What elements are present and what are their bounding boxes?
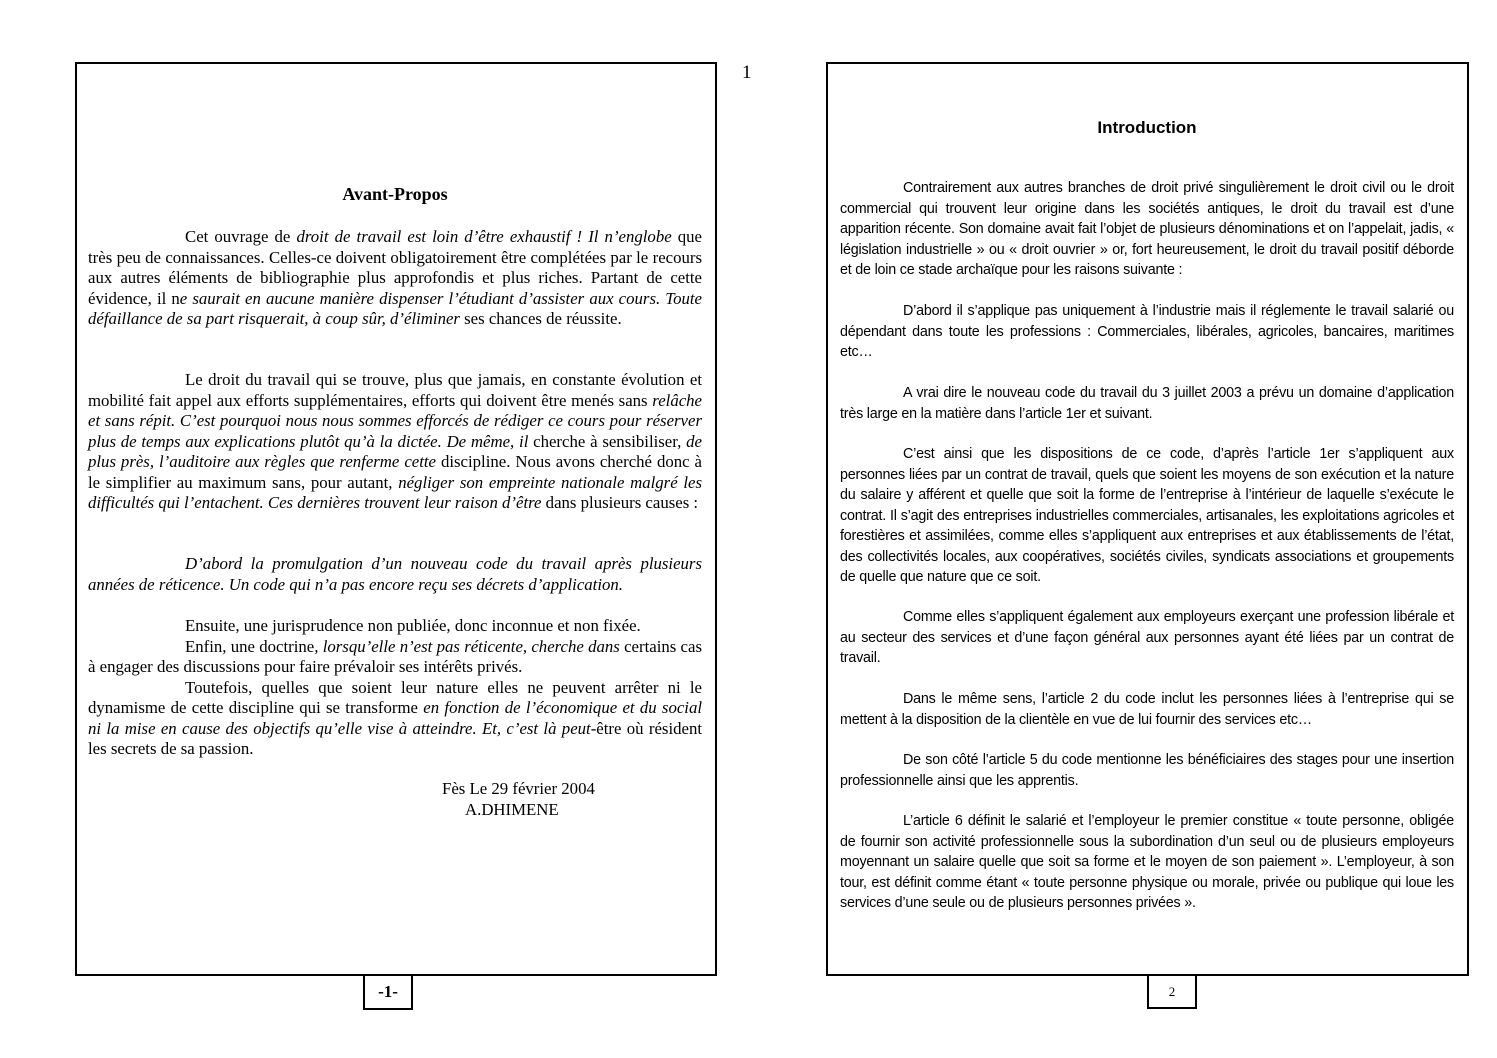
left-p3: D’abord la promulgation d’un nouveau code du travail après plusieurs années de réticence. Un code qui n’a pas encore reçu ses décrets d’application.	[88, 554, 702, 594]
left-p1-d: e saurait en aucune manière dispenser l’étudiant d’assister aux cours. Toute défaillance de sa part risquerait, à coup sûr, d’éliminer	[88, 288, 702, 328]
left-p2-d: de plus près, l’auditoire aux règles que renferme cette	[88, 431, 702, 471]
right-p7: De son côté l’article 5 du code mentionne les bénéficiaires des stages pour une insertion professionnelle ainsi que les apprentis.	[840, 752, 1454, 789]
left-p2-a: Le droit du travail qui se trouve, plus que jamais, en constante évolution et mobilité fait appel aux efforts supplémentaires, efforts qui doivent être menés sans	[88, 370, 702, 410]
left-p2-b: relâche et sans répit. C’est pourquoi nous nous sommes efforcés de rédiger ce cours pour réserver plus de temps aux explications plutôt qu’à la dictée. De même, il	[88, 390, 702, 451]
right-p3: A vrai dire le nouveau code du travail du 3 juillet 2003 a prévu un domaine d’application très large en la matière dans l’article 1er et suivant.	[840, 385, 1454, 422]
right-page-footer: 2	[1147, 975, 1197, 1009]
right-p4: C’est ainsi que les dispositions de ce code, d’après l’article 1er s’appliquent aux personnes liées par un contrat de travail, quels que soient les moyens de son exécution et la nature du salaire y afférent et quelle que soit la forme de l’entreprise à l’intérieur de laquelle s’exécute le contrat. Il s’agit des entreprises industrielles commerciales, artisanales, les exploitations agricoles et forestières et assimilées, comme elles s’appliquent aux entreprises et aux établissements de l’état, des collectivités locales, aux coopératives, sociétés civiles, syndicats associations et groupements de quelle que nature que ce soit.	[840, 446, 1454, 585]
left-p6-b: en fonction de l’économique et du social ni la mise en cause des objectifs qu’elle vise à atteindre. Et, c’est là peut	[88, 698, 703, 738]
right-p1: Contrairement aux autres branches de droit privé singulièrement le droit civil ou le droit commercial qui trouvent leur origine dans les sociétés antiques, le droit du travail est d’une apparition récente. Son domaine avait fait l’objet de plusieurs dénominations et on l’appelait, jadis, « législation industrielle » ou « droit ouvrier » or, fort heureusement, le droit du travail positif déborde et de loin ce stade archaïque pour les raisons suivante :	[840, 180, 1454, 278]
left-p6-a: Toutefois, quelles que soient leur nature elles ne peuvent arrêter ni le dynamisme de cette discipline qui se transforme	[88, 677, 702, 717]
left-p2-g: dans plusieurs causes :	[541, 493, 699, 512]
right-paragraph-1	[840, 178, 1454, 281]
left-p6-c: -être où résident les secrets de sa passion.	[88, 718, 702, 758]
right-p2: D’abord il s’applique pas uniquement à l’industrie mais il réglemente le travail salarié ou dépendant dans toute les professions : Commerciales, libérales, agricoles, bancaires, maritimes etc…	[840, 303, 1454, 360]
left-p2-e: discipline. Nous avons cherché donc à le simplifier au maximum sans, pour autant,	[88, 452, 702, 492]
right-paragraph-2	[840, 301, 1454, 363]
left-paragraph-2	[88, 370, 702, 514]
sheet-number: 1	[742, 62, 752, 83]
right-paragraph-7	[840, 750, 1454, 791]
right-page-title: Introduction	[1097, 118, 1197, 137]
left-p1-c: que très peu de connaissances. Celles-ce doivent obligatoirement être complétées par le recours aux autres éléments de bibliographie plus approfondis et plus riches. Partant de cette évidence, il n	[88, 227, 702, 308]
left-page-footer: -1-	[363, 975, 413, 1010]
right-paragraph-8	[840, 811, 1454, 914]
left-p1-e: ses chances de réussite.	[459, 309, 622, 328]
left-page-title: Avant-Propos	[342, 184, 448, 204]
left-p2-c: cherche à sensibiliser,	[528, 431, 687, 451]
left-paragraph-1	[88, 227, 702, 330]
left-p2-f: négliger son empreinte nationale malgré les difficultés qui l’entachent. Ces dernières trouvent leur raison d’être	[88, 472, 703, 512]
left-p1-b: droit de travail est loin d’être exhaustif ! Il n’englobe	[296, 227, 672, 246]
left-p4: Ensuite, une jurisprudence non publiée, donc inconnue et non fixée.	[185, 616, 641, 635]
signature-name: A.DHIMENE	[465, 800, 559, 819]
right-p5: Comme elles s’appliquent également aux employeurs exerçant une profession libérale et au secteur des services et d’une façon général aux personnes ayant été liées par un contrat de travail.	[840, 609, 1454, 666]
right-paragraph-3	[840, 383, 1454, 424]
left-paragraph-4	[88, 616, 702, 760]
right-paragraph-4	[840, 444, 1454, 588]
right-paragraph-5	[840, 607, 1454, 669]
right-paragraph-6	[840, 689, 1454, 730]
right-p6: Dans le même sens, l’article 2 du code inclut les personnes liées à l’entreprise qui se mettent à la disposition de la clientèle en vue de lui fournir des services etc…	[840, 691, 1454, 728]
left-paragraph-3	[88, 554, 702, 595]
signature-date: Fès Le 29 février 2004	[442, 779, 595, 798]
left-p5-a: Enfin, une doctrine	[185, 636, 315, 656]
left-p5-b: , lorsqu’elle n’est pas réticente, cherche dans	[314, 636, 620, 656]
left-p1-a: Cet ouvrage de	[185, 227, 297, 246]
left-p5-c: certains cas à engager des discussions pour faire prévaloir ses intérêts privés.	[88, 636, 702, 676]
right-p8: L’article 6 définit le salarié et l’employeur le premier constitue « toute personne, obligée de fournir son activité professionnelle sous la subordination d’un seul ou de plusieurs employeurs moyennant un salaire quelle que soit sa forme et le moyen de son paiement ». L’employeur, à son tour, est définit comme étant « toute personne physique ou morale, privée ou publique qui loue les services d’une seule ou de plusieurs personnes privées ».	[840, 813, 1454, 911]
